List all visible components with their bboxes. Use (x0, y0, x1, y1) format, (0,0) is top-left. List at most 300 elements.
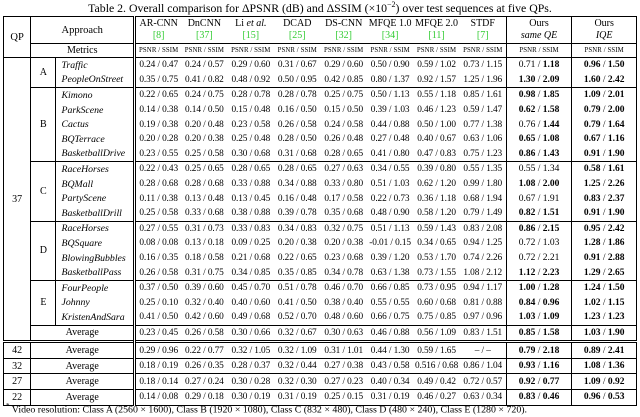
ours-iqe-cell: 1.02 / 1.15 (583, 297, 625, 308)
method-values-cell: 0.23 / 0.45 (135, 325, 181, 342)
method-values-cell: 0.35 / 0.68 (324, 208, 364, 219)
method-values-cell: 0.39 / 1.03 (370, 105, 410, 116)
method-values-cell: 0.39 / 1.20 (370, 253, 410, 264)
method-values-cell: 0.49 / 0.42 (413, 374, 459, 390)
ours-iqe-cell: 0.95 / 2.42 (572, 221, 637, 236)
method-values-cell: 0.34 / 0.85 (231, 267, 271, 278)
method-values-cell: 0.25 / 0.65 (181, 162, 227, 177)
class-cell: E (31, 280, 56, 325)
method-values-cell: 0.28 / 0.65 (274, 162, 320, 177)
method-values-cell: 0.94 / 1.25 (460, 236, 506, 251)
table-row (4, 206, 637, 221)
average-label-cell: Average (31, 342, 135, 359)
ours-iqe-cell: 0.79 / 1.64 (583, 119, 625, 130)
method-column-header (274, 17, 320, 44)
method-values-cell: 0.34 / 0.78 (324, 267, 364, 278)
method-values-cell: 0.28 / 0.65 (324, 148, 364, 159)
method-values-cell: 0.75 / 0.85 (417, 312, 456, 323)
table-row (4, 296, 637, 311)
method-values-cell: 0.30 / 0.66 (228, 325, 274, 342)
method-values-cell: 0.22 / 0.43 (135, 162, 181, 177)
table-row (4, 44, 637, 58)
ours-sameqe-cell: 0.62 / 1.58 (506, 103, 572, 118)
method-values-cell: 0.28 / 0.65 (228, 162, 274, 177)
ours-sameqe-cell: 0.84 / 0.96 (506, 296, 572, 311)
method-name: DnCNN (187, 18, 222, 29)
method-values-cell: 0.41 / 0.82 (185, 74, 224, 85)
ours-sameqe-cell: 0.82 / 1.51 (506, 206, 572, 221)
method-values-cell: 0.80 / 1.37 (370, 74, 410, 85)
method-name: DS-CNN (325, 18, 363, 29)
method-values-cell: 0.33 / 0.80 (324, 179, 364, 190)
table-row (4, 325, 637, 342)
method-values-cell: 0.56 / 1.09 (413, 325, 459, 342)
ours-iqe-cell: 0.58 / 1.61 (572, 162, 637, 177)
table-row (4, 162, 637, 177)
table-row (4, 73, 637, 88)
method-values-cell: 0.44 / 0.88 (370, 119, 410, 130)
table-row (4, 147, 637, 162)
psnr-ssim-header: PSNR / SSIM (572, 44, 637, 58)
method-values-cell: 0.23 / 0.55 (139, 148, 179, 159)
method-values-cell: 0.30 / 0.68 (231, 148, 271, 159)
method-values-cell: 0.41 / 0.80 (370, 148, 410, 159)
ours-sameqe-cell: 0.83 / 0.46 (506, 390, 572, 406)
results-table (3, 16, 637, 406)
method-values-cell: 0.53 / 1.70 (417, 253, 456, 264)
method-values-cell: 0.27 / 0.24 (181, 374, 227, 390)
method-values-cell: 0.26 / 0.58 (181, 325, 227, 342)
ours-iqe-cell: 1.08 / 1.36 (572, 358, 637, 374)
table-row (4, 191, 637, 206)
method-values-cell: 0.36 / 1.18 (417, 193, 456, 204)
sequence-name: Johnny (56, 296, 135, 311)
ours-sameqe-cell: 0.92 / 0.77 (506, 374, 572, 390)
caption-superscript: −2 (387, 0, 396, 9)
ours-iqe-cell: 0.91 / 1.90 (583, 208, 625, 219)
method-values-cell: 0.16 / 0.50 (277, 105, 317, 116)
method-values-cell: 0.14 / 0.50 (185, 105, 224, 116)
ours-column-header (506, 17, 572, 44)
method-values-cell: 0.20 / 0.38 (277, 238, 317, 249)
sequence-name: Traffic (56, 58, 135, 73)
method-values-cell: 0.29 / 0.60 (320, 58, 366, 73)
method-values-cell: 0.59 / 1.65 (413, 342, 459, 359)
caption-text: Table 2. Overall comparison for ΔPSNR (dB) and ΔSSIM (×10 (88, 0, 388, 15)
method-values-cell: 0.66 / 0.85 (367, 280, 413, 295)
metrics-header: Metrics (31, 44, 135, 58)
approach-column-header: Approach (31, 17, 135, 44)
method-column-header (320, 17, 366, 44)
psnr-ssim-header: PSNR / SSIM (460, 44, 506, 58)
method-values-cell: 0.22 / 0.73 (370, 193, 410, 204)
method-values-cell: 0.41 / 0.50 (139, 312, 179, 323)
ours-iqe-cell: 1.03 / 1.90 (572, 325, 637, 342)
method-values-cell: 0.27 / 0.23 (320, 374, 366, 390)
table-row (4, 177, 637, 192)
ours-label: Ours (594, 18, 614, 29)
method-values-cell: 0.31 / 0.67 (274, 58, 320, 73)
qp-cell: 22 (4, 390, 31, 406)
citation-link[interactable]: [34] (381, 30, 399, 41)
method-values-cell: 0.48 / 0.90 (370, 208, 410, 219)
citation-link[interactable]: [37] (196, 30, 213, 41)
method-values-cell: 1.25 / 1.96 (460, 73, 506, 88)
method-values-cell: 0.92 / 1.57 (417, 74, 456, 85)
method-values-cell: 0.18 / 0.14 (135, 374, 181, 390)
sequence-name: PeopleOnStreet (56, 73, 135, 88)
ours-sublabel: IQE (595, 30, 613, 41)
method-values-cell: 0.17 / 0.58 (324, 193, 364, 204)
method-values-cell: 0.38 / 0.40 (324, 297, 364, 308)
method-values-cell: 0.27 / 0.38 (320, 358, 366, 374)
method-values-cell: 0.59 / 1.02 (413, 58, 459, 73)
method-values-cell: 0.46 / 0.70 (320, 280, 366, 295)
ours-sameqe-cell: 1.30 / 2.09 (506, 73, 572, 88)
method-values-cell: 0.24 / 0.58 (324, 119, 364, 130)
method-values-cell: 0.20 / 0.28 (139, 134, 179, 145)
method-values-cell: 0.30 / 0.63 (320, 325, 366, 342)
method-values-cell: 0.63 / 0.34 (460, 390, 506, 406)
method-values-cell: 0.83 / 2.08 (460, 221, 506, 236)
method-values-cell: 0.19 / 0.38 (139, 119, 179, 130)
method-values-cell: 0.28 / 0.50 (277, 134, 317, 145)
method-values-cell: 0.42 / 0.60 (185, 312, 224, 323)
citation-link[interactable]: [7] (476, 30, 489, 41)
psnr-ssim-header: PSNR / SSIM (274, 44, 320, 58)
average-label-cell: Average (31, 325, 135, 342)
method-values-cell: 0.39 / 0.78 (277, 208, 317, 219)
method-values-cell: 0.16 / 0.48 (277, 193, 317, 204)
psnr-ssim-header: PSNR / SSIM (228, 44, 274, 58)
method-values-cell: 0.25 / 0.58 (139, 208, 179, 219)
method-values-cell: 0.85 / 1.61 (460, 88, 506, 103)
method-values-cell: 0.33 / 0.88 (231, 179, 271, 190)
method-values-cell: 0.63 / 1.38 (370, 267, 410, 278)
method-values-cell: 0.77 / 1.38 (460, 117, 506, 132)
qp-cell: 42 (4, 342, 31, 359)
footnote-text: Video resolution: Class A (2560 × 1600), Class B (1920 × 1080), Class C (832 × 480), Class D (480 × 240), Class E (1280 × 720). (9, 404, 528, 416)
method-values-cell: 0.29 / 0.18 (181, 390, 227, 406)
method-values-cell: 0.31 / 0.75 (185, 267, 224, 278)
ours-sameqe-cell: 0.93 / 1.16 (506, 358, 572, 374)
method-values-cell: 0.32 / 0.30 (274, 374, 320, 390)
method-values-cell: 0.74 / 2.26 (460, 251, 506, 266)
method-values-cell: 0.43 / 0.58 (367, 358, 413, 374)
table-caption (0, 0, 640, 16)
method-values-cell: 0.40 / 0.67 (417, 134, 456, 145)
ours-iqe-cell: 0.79 / 2.00 (583, 105, 625, 116)
class-cell: D (31, 221, 56, 280)
method-name: STDF (470, 18, 495, 29)
method-values-cell: 0.83 / 1.51 (460, 325, 506, 342)
sequence-name: BasketballDrill (56, 206, 135, 221)
table-row (4, 58, 637, 73)
method-values-cell: 0.50 / 1.13 (367, 88, 413, 103)
ours-iqe-cell: 1.09 / 2.01 (572, 88, 637, 103)
sequence-name: Kimono (56, 88, 135, 103)
class-cell: A (31, 58, 56, 88)
qp-cell: 37 (4, 58, 31, 342)
qp-cell: 32 (4, 358, 31, 374)
ours-sameqe-cell: 0.55 / 1.34 (506, 162, 572, 177)
method-values-cell: 0.20 / 0.38 (185, 134, 224, 145)
sequence-name: BlowingBubbles (56, 251, 135, 266)
method-values-cell: 0.55 / 0.55 (370, 297, 410, 308)
method-values-cell: 0.46 / 1.23 (417, 105, 456, 116)
class-cell: C (31, 162, 56, 221)
method-values-cell: 0.31 / 0.73 (181, 221, 227, 236)
table-row (4, 88, 637, 103)
sequence-name: BQMall (56, 177, 135, 192)
psnr-ssim-header: PSNR / SSIM (320, 44, 366, 58)
sequence-name: ParkScene (56, 103, 135, 118)
method-values-cell: 0.28 / 0.37 (228, 358, 274, 374)
table-row (4, 280, 637, 295)
sequence-name: BasketballDrive (56, 147, 135, 162)
method-values-cell: 0.37 / 0.50 (135, 280, 181, 295)
ours-sameqe-cell: 0.86 / 1.43 (506, 147, 572, 162)
method-values-cell: 0.30 / 0.19 (228, 390, 274, 406)
method-values-cell: 0.23 / 0.58 (231, 119, 271, 130)
method-values-cell: 0.21 / 0.68 (231, 253, 271, 264)
table-row (4, 117, 637, 132)
method-values-cell: 0.58 / 1.20 (417, 208, 456, 219)
method-values-cell: 0.34 / 0.83 (274, 221, 320, 236)
citation-link[interactable]: [32] (335, 30, 353, 41)
method-values-cell: 0.75 / 1.23 (460, 147, 506, 162)
method-values-cell: 0.28 / 0.68 (185, 179, 224, 190)
method-values-cell: 0.22 / 0.65 (277, 253, 317, 264)
method-values-cell: 0.50 / 1.00 (417, 119, 456, 130)
method-values-cell: 0.25 / 0.58 (185, 148, 224, 159)
method-name: MFQE 2.0 (415, 18, 458, 29)
ours-sameqe-cell: 0.76 / 1.44 (506, 117, 572, 132)
method-values-cell: 0.34 / 0.88 (277, 179, 317, 190)
ours-iqe-cell: 0.89 / 2.41 (572, 342, 637, 359)
method-values-cell: 0.18 / 0.19 (135, 358, 181, 374)
caption-text-end: ) over test sequences at five QPs. (395, 0, 552, 15)
method-values-cell: 0.40 / 0.60 (231, 297, 271, 308)
ours-iqe-cell: 1.09 / 0.92 (572, 374, 637, 390)
method-values-cell: 0.25 / 0.15 (320, 390, 366, 406)
method-values-cell: 0.68 / 1.94 (460, 191, 506, 206)
ours-sameqe-cell: 1.03 / 1.09 (506, 310, 572, 325)
method-values-cell: 0.32 / 0.40 (185, 297, 224, 308)
method-values-cell: 0.28 / 0.78 (228, 88, 274, 103)
psnr-ssim-header: PSNR / SSIM (181, 44, 227, 58)
sequence-name: RaceHorses (56, 221, 135, 236)
method-name: Li et al. (235, 18, 267, 29)
sequence-name: BQSquare (56, 236, 135, 251)
method-values-cell: 0.99 / 1.80 (460, 177, 506, 192)
table-row (4, 251, 637, 266)
ours-iqe-cell: 1.28 / 1.86 (583, 238, 625, 249)
sequence-name: PartyScene (56, 191, 135, 206)
method-values-cell: 0.34 / 0.55 (367, 162, 413, 177)
method-values-cell: 0.13 / 0.45 (231, 193, 271, 204)
method-values-cell: 0.14 / 0.08 (135, 390, 181, 406)
method-values-cell: 0.50 / 0.95 (277, 74, 317, 85)
sequence-name: BQTerrace (56, 132, 135, 147)
ours-iqe-cell: 0.96 / 0.53 (572, 390, 637, 406)
method-values-cell: 0.31 / 1.01 (320, 342, 366, 359)
method-values-cell: 0.25 / 0.75 (320, 88, 366, 103)
sequence-name: RaceHorses (56, 162, 135, 177)
method-values-cell: 0.14 / 0.38 (139, 105, 179, 116)
method-values-cell: 0.51 / 1.13 (367, 221, 413, 236)
method-values-cell: 0.32 / 0.67 (274, 325, 320, 342)
method-column-header (135, 17, 181, 44)
method-values-cell: 0.15 / 0.48 (231, 105, 271, 116)
method-values-cell: 0.62 / 1.20 (417, 179, 456, 190)
sequence-name: Cactus (56, 117, 135, 132)
method-values-cell: 0.32 / 1.05 (228, 342, 274, 359)
method-values-cell: 0.35 / 0.85 (277, 267, 317, 278)
ours-iqe-cell: 1.23 / 1.23 (583, 312, 625, 323)
ours-sameqe-cell: 1.08 / 2.00 (506, 177, 572, 192)
method-values-cell: 0.09 / 0.25 (231, 238, 271, 249)
method-values-cell: 0.22 / 0.65 (135, 88, 181, 103)
citation-link[interactable]: [11] (428, 30, 445, 41)
method-values-cell: 0.72 / 0.57 (460, 374, 506, 390)
ours-column-header (572, 17, 637, 44)
ours-sublabel: same QE (520, 30, 558, 41)
psnr-ssim-header: PSNR / SSIM (367, 44, 413, 58)
method-values-cell: 0.32 / 0.44 (274, 358, 320, 374)
method-values-cell: 0.73 / 0.95 (413, 280, 459, 295)
footnote (6, 402, 636, 415)
ours-sameqe-cell: 0.72 / 1.03 (506, 236, 572, 251)
method-values-cell: 0.25 / 0.48 (231, 134, 271, 145)
method-values-cell: 0.11 / 0.38 (139, 193, 178, 204)
method-values-cell: 0.32 / 0.75 (320, 221, 366, 236)
method-values-cell: 0.51 / 0.78 (274, 280, 320, 295)
ours-sameqe-cell: 0.65 / 1.08 (506, 132, 572, 147)
citation-link[interactable]: [8] (152, 30, 165, 41)
method-values-cell: 0.23 / 0.68 (324, 253, 364, 264)
method-values-cell: 0.59 / 1.47 (460, 103, 506, 118)
method-values-cell: 1.08 / 2.12 (460, 265, 506, 280)
ours-sameqe-cell: 0.72 / 2.21 (506, 251, 572, 266)
method-values-cell: 0.55 / 1.35 (460, 162, 506, 177)
method-values-cell: -0.01 / 0.15 (369, 238, 411, 249)
method-values-cell: 0.73 / 1.55 (417, 267, 456, 278)
table-row (4, 374, 637, 390)
ours-sameqe-cell: 0.98 / 1.85 (506, 88, 572, 103)
method-values-cell: 0.29 / 0.60 (228, 58, 274, 73)
sequence-name: BasketballPass (56, 265, 135, 280)
table-row (4, 221, 637, 236)
method-values-cell: 0.29 / 0.96 (135, 342, 181, 359)
method-values-cell: 0.42 / 0.85 (324, 74, 364, 85)
citation-link[interactable]: [25] (288, 30, 306, 41)
method-column-header (181, 17, 227, 44)
method-values-cell: 0.26 / 0.58 (277, 119, 317, 130)
method-values-cell: 0.26 / 0.48 (324, 134, 364, 145)
method-values-cell: 0.60 / 0.68 (417, 297, 456, 308)
ours-sameqe-cell: 0.85 / 1.58 (506, 325, 572, 342)
method-values-cell: 0.08 / 0.08 (139, 238, 179, 249)
ours-sameqe-cell: 0.67 / 1.91 (506, 191, 572, 206)
ours-iqe-cell: 0.67 / 1.16 (583, 134, 625, 145)
method-column-header (367, 17, 413, 44)
method-values-cell: 0.35 / 0.75 (139, 74, 179, 85)
method-values-cell: 0.59 / 1.43 (413, 221, 459, 236)
ours-iqe-cell: 1.29 / 2.65 (583, 267, 625, 278)
table-row (4, 103, 637, 118)
ours-iqe-cell: 1.24 / 1.50 (572, 280, 637, 295)
method-values-cell: 0.31 / 0.19 (274, 390, 320, 406)
ours-iqe-cell: 0.91 / 2.88 (583, 253, 625, 264)
method-values-cell: 0.20 / 0.48 (185, 119, 224, 130)
ours-sameqe-cell: 0.86 / 2.15 (506, 221, 572, 236)
ours-iqe-cell: 0.96 / 1.50 (572, 58, 637, 73)
psnr-ssim-header: PSNR / SSIM (413, 44, 459, 58)
psnr-ssim-header: PSNR / SSIM (506, 44, 572, 58)
method-values-cell: 0.28 / 0.68 (139, 179, 179, 190)
ours-label: Ours (529, 18, 549, 29)
ours-sameqe-cell: 0.71 / 1.18 (506, 58, 572, 73)
average-label-cell: Average (31, 390, 135, 406)
method-values-cell: 0.97 / 0.96 (460, 310, 506, 325)
table-row (4, 265, 637, 280)
ours-iqe-cell: 0.91 / 1.90 (583, 148, 625, 159)
method-values-cell: 0.33 / 0.68 (185, 208, 224, 219)
method-values-cell: 0.27 / 0.63 (320, 162, 366, 177)
ours-iqe-cell: 1.60 / 2.42 (583, 74, 625, 85)
method-values-cell: 0.94 / 1.17 (460, 280, 506, 295)
method-name: AR-CNN (139, 18, 178, 29)
method-values-cell: 0.31 / 0.68 (277, 148, 317, 159)
method-column-header (460, 17, 506, 44)
method-values-cell: 0.20 / 0.38 (324, 238, 364, 249)
method-values-cell: 0.27 / 0.55 (135, 221, 181, 236)
method-values-cell: 0.63 / 1.06 (460, 132, 506, 147)
method-values-cell: 0.48 / 0.92 (231, 74, 271, 85)
method-values-cell: 0.47 / 0.83 (417, 148, 456, 159)
qp-cell: 27 (4, 374, 31, 390)
citation-link[interactable]: [15] (242, 30, 260, 41)
method-values-cell: 0.50 / 0.90 (367, 58, 413, 73)
ours-sameqe-cell: 1.12 / 2.23 (506, 265, 572, 280)
method-values-cell: 0.24 / 0.47 (135, 58, 181, 73)
method-values-cell: 0.48 / 0.60 (324, 312, 364, 323)
method-values-cell: – / – (460, 342, 506, 359)
average-label-cell: Average (31, 358, 135, 374)
method-values-cell: 0.34 / 0.65 (417, 238, 456, 249)
table-row (4, 358, 637, 374)
method-values-cell: 0.13 / 0.48 (185, 193, 224, 204)
method-values-cell: 0.41 / 0.50 (277, 297, 317, 308)
method-values-cell: 0.45 / 0.70 (228, 280, 274, 295)
method-values-cell: 0.52 / 0.70 (277, 312, 317, 323)
method-column-header (413, 17, 459, 44)
method-values-cell: 0.30 / 0.28 (228, 374, 274, 390)
method-values-cell: 0.516 / 0.68 (413, 358, 459, 374)
table-row (4, 17, 637, 44)
method-values-cell: 0.24 / 0.57 (181, 58, 227, 73)
method-values-cell: 0.27 / 0.48 (370, 134, 410, 145)
table-row (4, 132, 637, 147)
qp-column-header: QP (4, 17, 31, 58)
psnr-ssim-header: PSNR / SSIM (135, 44, 181, 58)
method-values-cell: 0.44 / 1.30 (367, 342, 413, 359)
method-values-cell: 0.46 / 0.27 (413, 390, 459, 406)
method-values-cell: 0.73 / 1.15 (460, 58, 506, 73)
method-values-cell: 0.16 / 0.35 (139, 253, 179, 264)
table-row (4, 310, 637, 325)
